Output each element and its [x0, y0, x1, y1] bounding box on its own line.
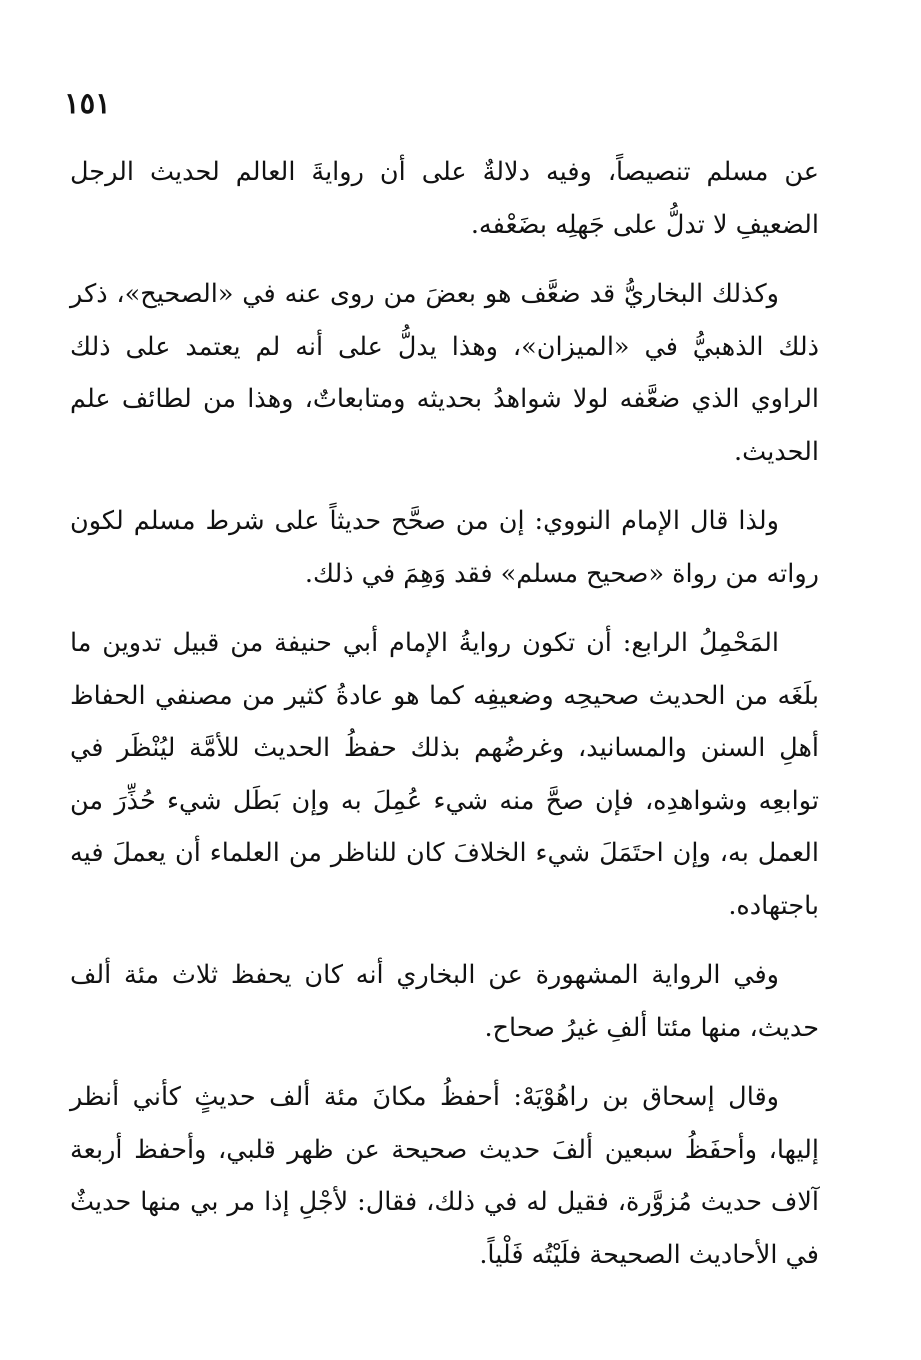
paragraph: وفي الرواية المشهورة عن البخاري أنه كان يحفظ ثلاث مئة ألف حديث، منها مئتا ألفِ غيرُ صحاح.: [70, 960, 819, 1043]
paragraph: ولذا قال الإمام النووي: إن من صحَّح حديثاً على شرط مسلم لكون رواته من رواة «صحيح مسلم» فقد وَهِمَ في ذلك.: [70, 506, 819, 589]
paragraph: عن مسلم تنصيصاً، وفيه دلالةٌ على أن روايةَ العالم لحديث الرجل الضعيفِ لا تدلُّ على جَهلِه بضَعْفه.: [70, 157, 819, 240]
page-body: [70, 146, 819, 1298]
paragraph: المَحْمِلُ الرابع: أن تكون روايةُ الإمام أبي حنيفة من قبيل تدوين ما بلَغَه من الحديث صحيحِه وضعيفِه كما هو عادةُ كثير من مصنفي الحفاظ أهلِ السنن والمسانيد، وغرضُهم بذلك حفظُ الحديث للأمَّة ليُنْظَر في توابعِه وشواهدِه، فإن صحَّ منه شيء عُمِلَ به وإن بَطَل شيء حُذِّرَ من العمل به، وإن احتَمَلَ شيء الخلافَ كان للناظر من العلماء أن يعملَ فيه باجتهاده.: [70, 628, 819, 921]
paragraph: وقال إسحاق بن راهُوْيَهْ: أحفظُ مكانَ مئة ألف حديثٍ كأني أنظر إليها، وأحفَظُ سبعين ألفَ حديث صحيحة عن ظهر قلبي، وأحفظ أربعة آلاف حديث مُزوَّرة، فقيل له في ذلك، فقال: لأجْلِ إذا مر بي منها حديثٌ في الأحاديث الصحيحة فلَيْتُه فَلْياً.: [70, 1082, 819, 1270]
page-number: ١٥١: [64, 86, 111, 120]
paragraph: وكذلك البخاريُّ قد ضعَّف هو بعضَ من روى عنه في «الصحيح»، ذكر ذلك الذهبيُّ في «الميزان»، وهذا يدلُّ على أنه لم يعتمد على ذلك الراوي الذي ضعَّفه لولا شواهدُ بحديثه ومتابعاتٌ، وهذا من لطائف علم الحديث.: [70, 279, 819, 467]
